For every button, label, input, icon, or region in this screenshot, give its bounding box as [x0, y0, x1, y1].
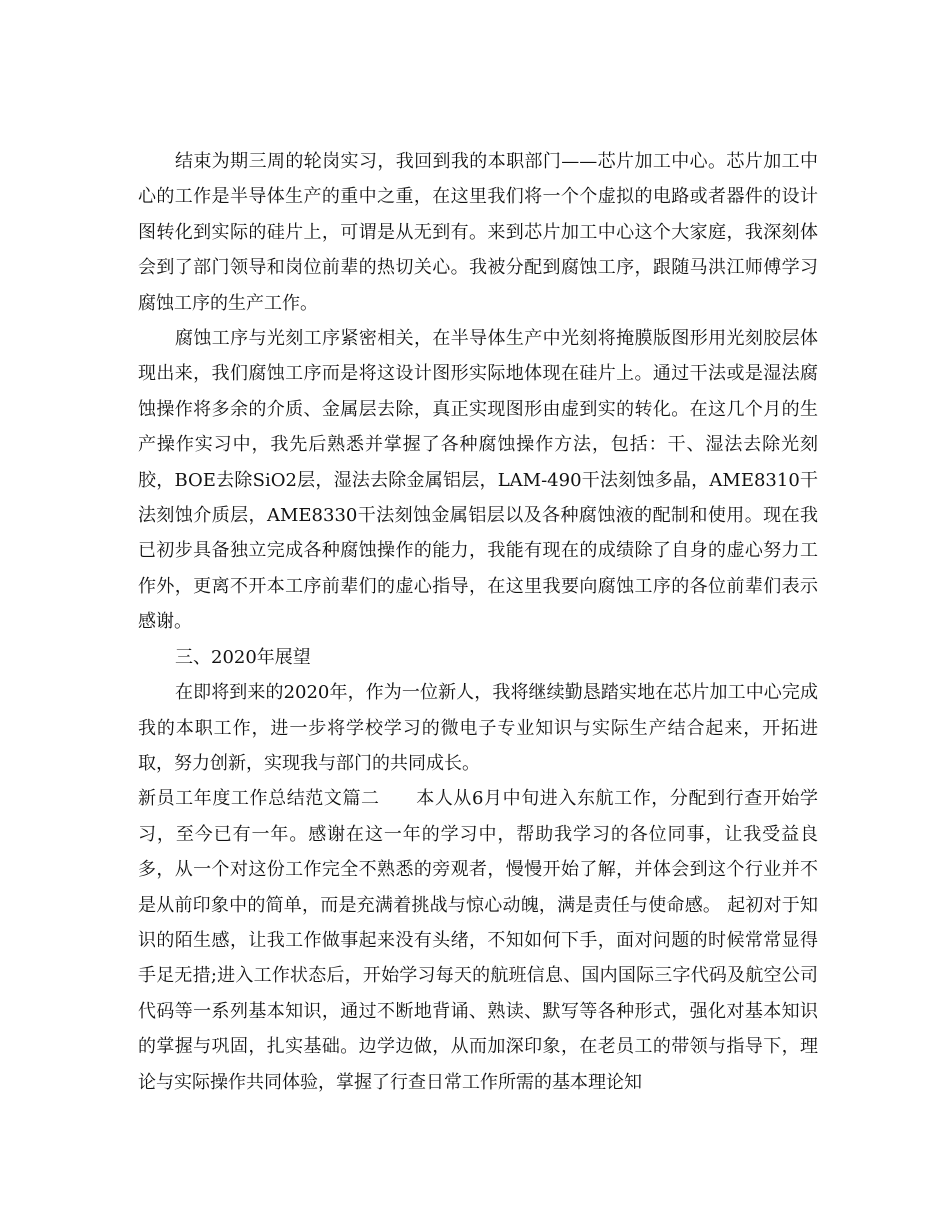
paragraph-sample-two — [138, 781, 818, 1100]
section-body: 本人从6月中旬进入东航工作，分配到行查开始学习，至今已有一年。感谢在这一年的学习中，帮助我学习的各位同事，让我受益良多，从一个对这份工作完全不熟悉的旁观者，慢慢开始了解，并体会到这个行业并不是从前印象中的简单，而是充满着挑战与惊心动魄，满是责任与使命感。 起初对于知识的陌生感，让我工作做事起来没有头绪，不知如何下手，面对问题的时候常常显得手足无措;进入工作状态后，开始学习每天的航班信息、国内国际三字代码及航空公司代码等一系列基本知识，通过不断地背诵、熟读、默写等各种形式，强化对基本知识的掌握与巩固，扎实基础。边学边做，从而加深印象，在老员工的带领与指导下，理论与实际操作共同体验，掌握了行查日常工作所需的基本理论知 — [138, 788, 819, 1093]
section-title: 新员工年度工作总结范文篇二 — [138, 788, 380, 810]
heading-2020-outlook: 三、2020年展望 — [175, 646, 311, 668]
paragraph-2020-plan: 在即将到来的2020年，作为一位新人，我将继续勤恳踏实地在芯片加工中心完成我的本职工作，进一步将学校学习的微电子专业知识与实际生产结合起来，开拓进取，努力创新，实现我与部门的共同成长。 — [138, 682, 818, 774]
paragraph-rotation-summary: 结束为期三周的轮岗实习，我回到我的本职部门——芯片加工中心。芯片加工中心的工作是半导体生产的重中之重，在这里我们将一个个虚拟的电路或者器件的设计图转化到实际的硅片上，可谓是从无到有。来到芯片加工中心这个大家庭，我深刻体会到了部门领导和岗位前辈的热切关心。我被分配到腐蚀工序，跟随马洪江师傅学习腐蚀工序的生产工作。 — [138, 151, 818, 314]
document-body — [138, 144, 818, 1100]
paragraph-etching-process: 腐蚀工序与光刻工序紧密相关，在半导体生产中光刻将掩膜版图形用光刻胶层体现出来，我们腐蚀工序而是将这设计图形实际地体现在硅片上。通过干法或是湿法腐蚀操作将多余的介质、金属层去除，真正实现图形由虚到实的转化。在这几个月的生产操作实习中，我先后熟悉并掌握了各种腐蚀操作方法，包括：干、湿法去除光刻胶，BOE去除SiO2层，湿法去除金属铝层，LAM-490干法刻蚀多晶，AME8310干法刻蚀介质层，AME8330干法刻蚀金属铝层以及各种腐蚀液的配制和使用。现在我已初步具备独立完成各种腐蚀操作的能力，我能有现在的成绩除了自身的虚心努力工作外，更离不开本工序前辈们的虚心指导，在这里我要向腐蚀工序的各位前辈们表示感谢。 — [138, 328, 818, 633]
